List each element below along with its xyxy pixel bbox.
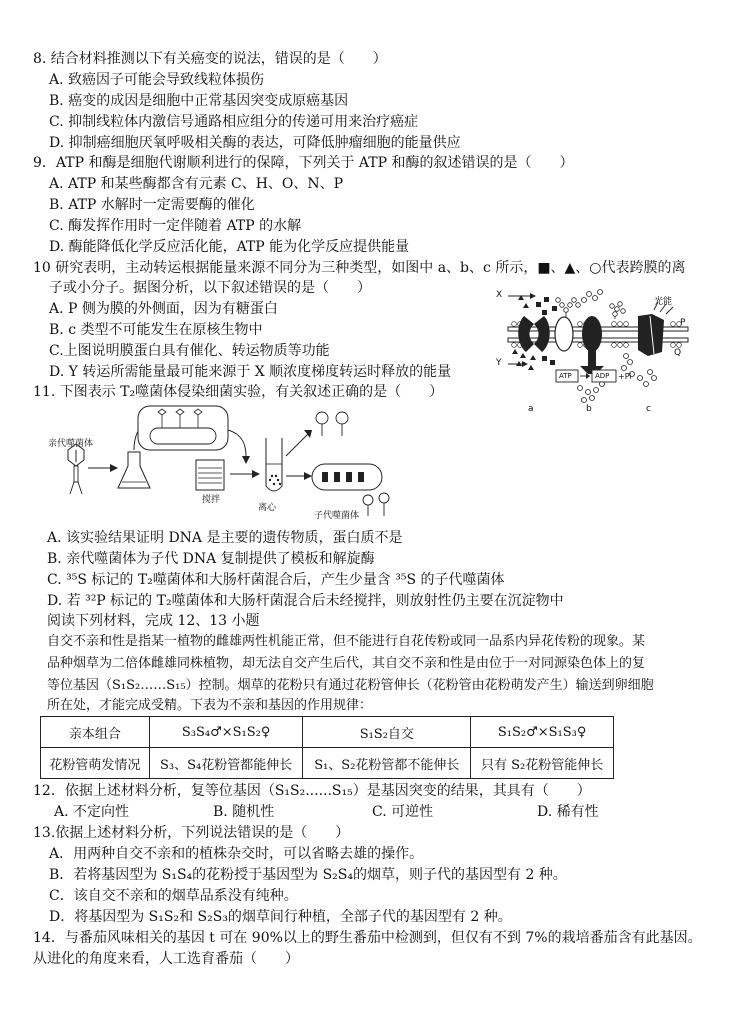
label-parent-phage: 亲代噬菌体 [48,439,94,449]
q12-option-d[interactable]: D. 稀有性 [537,804,599,820]
q8-stem: 8. 结合材料推测以下有关癌变的说法，错误的是（ ） [33,51,387,67]
reading-paragraph-line2: 品种烟草为二倍体雌雄同株植物，却无法自交产生后代，其自交不亲和性是由位于一对同源染色体上的复 [47,656,646,671]
q13-option-d[interactable]: D．将基因型为 S₁S₂和 S₂S₃的烟草间行种植，全部子代的基因型有 2 种。 [49,909,512,925]
figure-label-c: c [646,404,651,414]
figure-label-b: b [586,404,592,414]
q10-option-c[interactable]: C.上图说明膜蛋白具有催化、转运物质等功能 [49,343,330,359]
figure-label-adp: ADP [595,372,610,380]
q9-option-b[interactable]: B. ATP 水解时一定需要酶的催化 [49,197,255,213]
figure-label-q: Q [674,348,682,358]
q8-option-c[interactable]: C. 抑制线粒体内激信号通路相应组分的传递可用来治疗癌症 [49,114,419,130]
q11-option-d[interactable]: D. 若 ³²P 标记的 T₂噬菌体和大肠杆菌混合后未经搅拌，则放射性仍主要在沉淀物中 [47,593,564,609]
figure-label-atp: ATP [559,372,572,380]
table-cell: S₁S₂♂×S₁S₃♀ [471,717,614,748]
table-cell: S₁S₂自交 [303,717,471,748]
q12-option-a[interactable]: A. 不定向性 [54,804,130,820]
q8-option-a[interactable]: A. 致癌因子可能会导致线粒体损伤 [49,72,265,88]
q12-stem: 12．依据上述材料分析，复等位基因（S₁S₂......S₁₅）是基因突变的结果，其具有（ ） [33,783,591,799]
q9-option-a[interactable]: A. ATP 和某些酶都含有元素 C、H、O、N、P [49,176,344,192]
q13-option-c[interactable]: C．该自交不亲和的烟草品系没有纯种。 [49,888,298,904]
table-cell: 只有 S₂花粉管能伸长 [471,748,614,779]
table-row [41,748,614,779]
table-cell: 花粉管萌发情况 [41,748,150,779]
figure-label-a: a [528,404,534,414]
q12-option-c[interactable]: C. 可逆性 [372,804,434,820]
label-offspring-phage: 子代噬菌体 [314,511,360,521]
q11-stem: 11. 下图表示 T₂噬菌体侵染细菌实验，有关叙述正确的是（ ） [33,384,444,400]
q10-stem-line2: 子或小分子。据图分析，以下叙述错误的是（ ） [49,280,371,296]
table-cell: S₃S₄♂×S₁S₂♀ [149,717,303,748]
q11-option-a[interactable]: A. 该实验结果证明 DNA 是主要的遗传物质，蛋白质不是 [47,530,403,546]
q8-option-b[interactable]: B. 癌变的成因是细胞中正常基因突变成原癌基因 [49,93,349,109]
reading-paragraph-line4: 所在处，才能完成受精。下表为不亲和基因的作用规律： [47,698,373,713]
q13-option-b[interactable]: B．若将基因型为 S₁S₄的花粉授于基因型为 S₂S₄的烟草，则子代的基因型有 2 种。 [49,867,567,883]
q9-stem: 9．ATP 和酶是细胞代谢顺利进行的保障，下列关于 ATP 和酶的叙述错误的是（ ） [33,155,574,171]
figure-label-pi: +Pi [618,372,632,381]
reading-paragraph-line3: 等位基因（S₁S₂……S₁₅）控制。烟草的花粉只有通过花粉管伸长（花粉管由花粉萌发产生）输送到卵细胞 [47,678,654,693]
figure-label-x: X [496,290,503,300]
q14-stem-line2: 从进化的角度来看，人工选育番茄（ ） [33,951,299,967]
figure-label-p: P [680,318,686,328]
membrane-transport-figure [468,286,698,420]
q14-stem-line1: 14．与番茄风味相关的基因 t 可在 90%以上的野生番茄中检测到，但仅有不到 7%的栽培番茄含有此基因。 [33,930,702,946]
q9-option-d[interactable]: D. 酶能降低化学反应活化能，ATP 能为化学反应提供能量 [49,239,410,255]
reading-paragraph-line1: 自交不亲和性是指某一植物的雌雄两性机能正常，但不能进行自花传粉或同一品系内异花传粉的现象。某 [47,634,646,649]
reading-title: 阅读下列材料，完成 12、13 小题 [47,613,260,629]
q10-stem-line1: 10 研究表明，主动转运根据能量来源不同分为三种类型，如图中 a、b、c 所示，■、▲、○代表跨膜的离 [33,260,686,276]
q11-option-c[interactable]: C. ³⁵S 标记的 T₂噬菌体和大肠杆菌混合后，产生少量含 ³⁵S 的子代噬菌体 [47,572,505,588]
q10-option-d[interactable]: D. Y 转运所需能量最可能来源于 X 顺浓度梯度转运时释放的能量 [49,364,452,380]
figure-label-light: 光能 [654,297,673,307]
figure-label-y: Y [496,358,502,368]
label-stir: 搅拌 [202,495,221,505]
q10-option-b[interactable]: B. c 类型不可能发生在原核生物中 [49,322,263,338]
phage-infection-figure [46,404,416,522]
q13-option-a[interactable]: A．用两种自交不亲和的植株杂交时，可以省略去雄的操作。 [49,846,424,862]
table-cell: S₃、S₄花粉管都能伸长 [149,748,303,779]
q12-option-b[interactable]: B. 随机性 [213,804,275,820]
table-cell: 亲本组合 [41,717,150,748]
q9-option-c[interactable]: C. 酶发挥作用时一定伴随着 ATP 的水解 [49,218,302,234]
table-row [41,717,614,748]
q11-option-b[interactable]: B. 亲代噬菌体为子代 DNA 复制提供了模板和解旋酶 [47,551,375,567]
q13-stem: 13.依据上述材料分析，下列说法错误的是（ ） [33,825,350,841]
q8-option-d[interactable]: D. 抑制癌细胞厌氧呼吸相关酶的表达，可降低肿瘤细胞的能量供应 [49,135,461,151]
label-centrifuge: 离心 [258,503,277,513]
q10-option-a[interactable]: A. P 侧为膜的外侧面，因为有糖蛋白 [49,301,278,317]
incompatibility-table [40,716,614,779]
table-cell: S₁、S₂花粉管都不能伸长 [303,748,471,779]
